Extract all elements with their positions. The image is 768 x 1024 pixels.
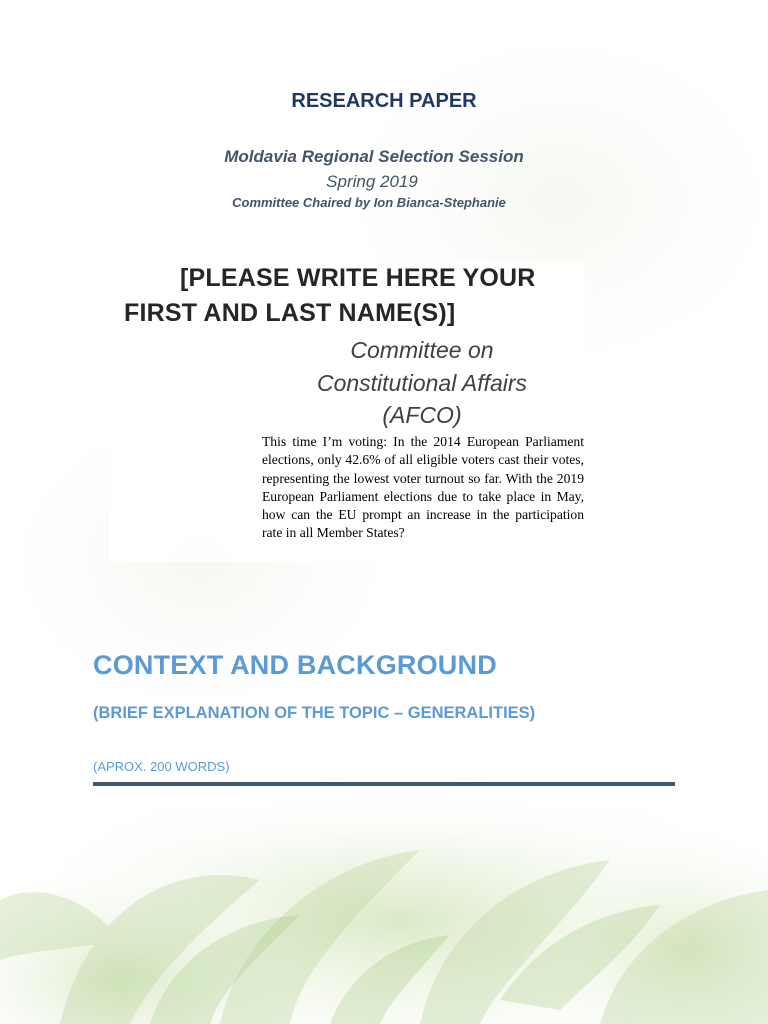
section-divider [93,782,675,786]
topic-question: This time I’m voting: In the 2014 European Parliament elections, only 42.6% of all eligible voters cast their votes, representing the lowest voter turnout so far. With the 2019 European Parliament elections due to take place in May, how can the EU prompt an increase in the participation rate in all Member States? [262,434,584,541]
committee-chair: Committee Chaired by Ion Bianca-Stephanie [232,195,506,210]
word-count-hint: (APROX. 200 WORDS) [93,759,230,774]
session-name: Moldavia Regional Selection Session [224,147,524,166]
participant-name-line1: [PLEASE WRITE HERE YOUR [180,264,536,292]
section-title: CONTEXT AND BACKGROUND [93,650,497,680]
committee-name-line1: Committee on [350,337,494,363]
session-season: Spring 2019 [326,172,418,191]
document-title: RESEARCH PAPER [291,90,477,112]
committee-name-line3: (AFCO) [382,402,462,428]
participant-name-line2: FIRST AND LAST NAME(S)] [124,299,456,327]
section-subtitle: (BRIEF EXPLANATION OF THE TOPIC – GENERALITIES) [93,704,536,722]
committee-name [292,334,552,432]
committee-name-line2: Constitutional Affairs [316,369,528,396]
